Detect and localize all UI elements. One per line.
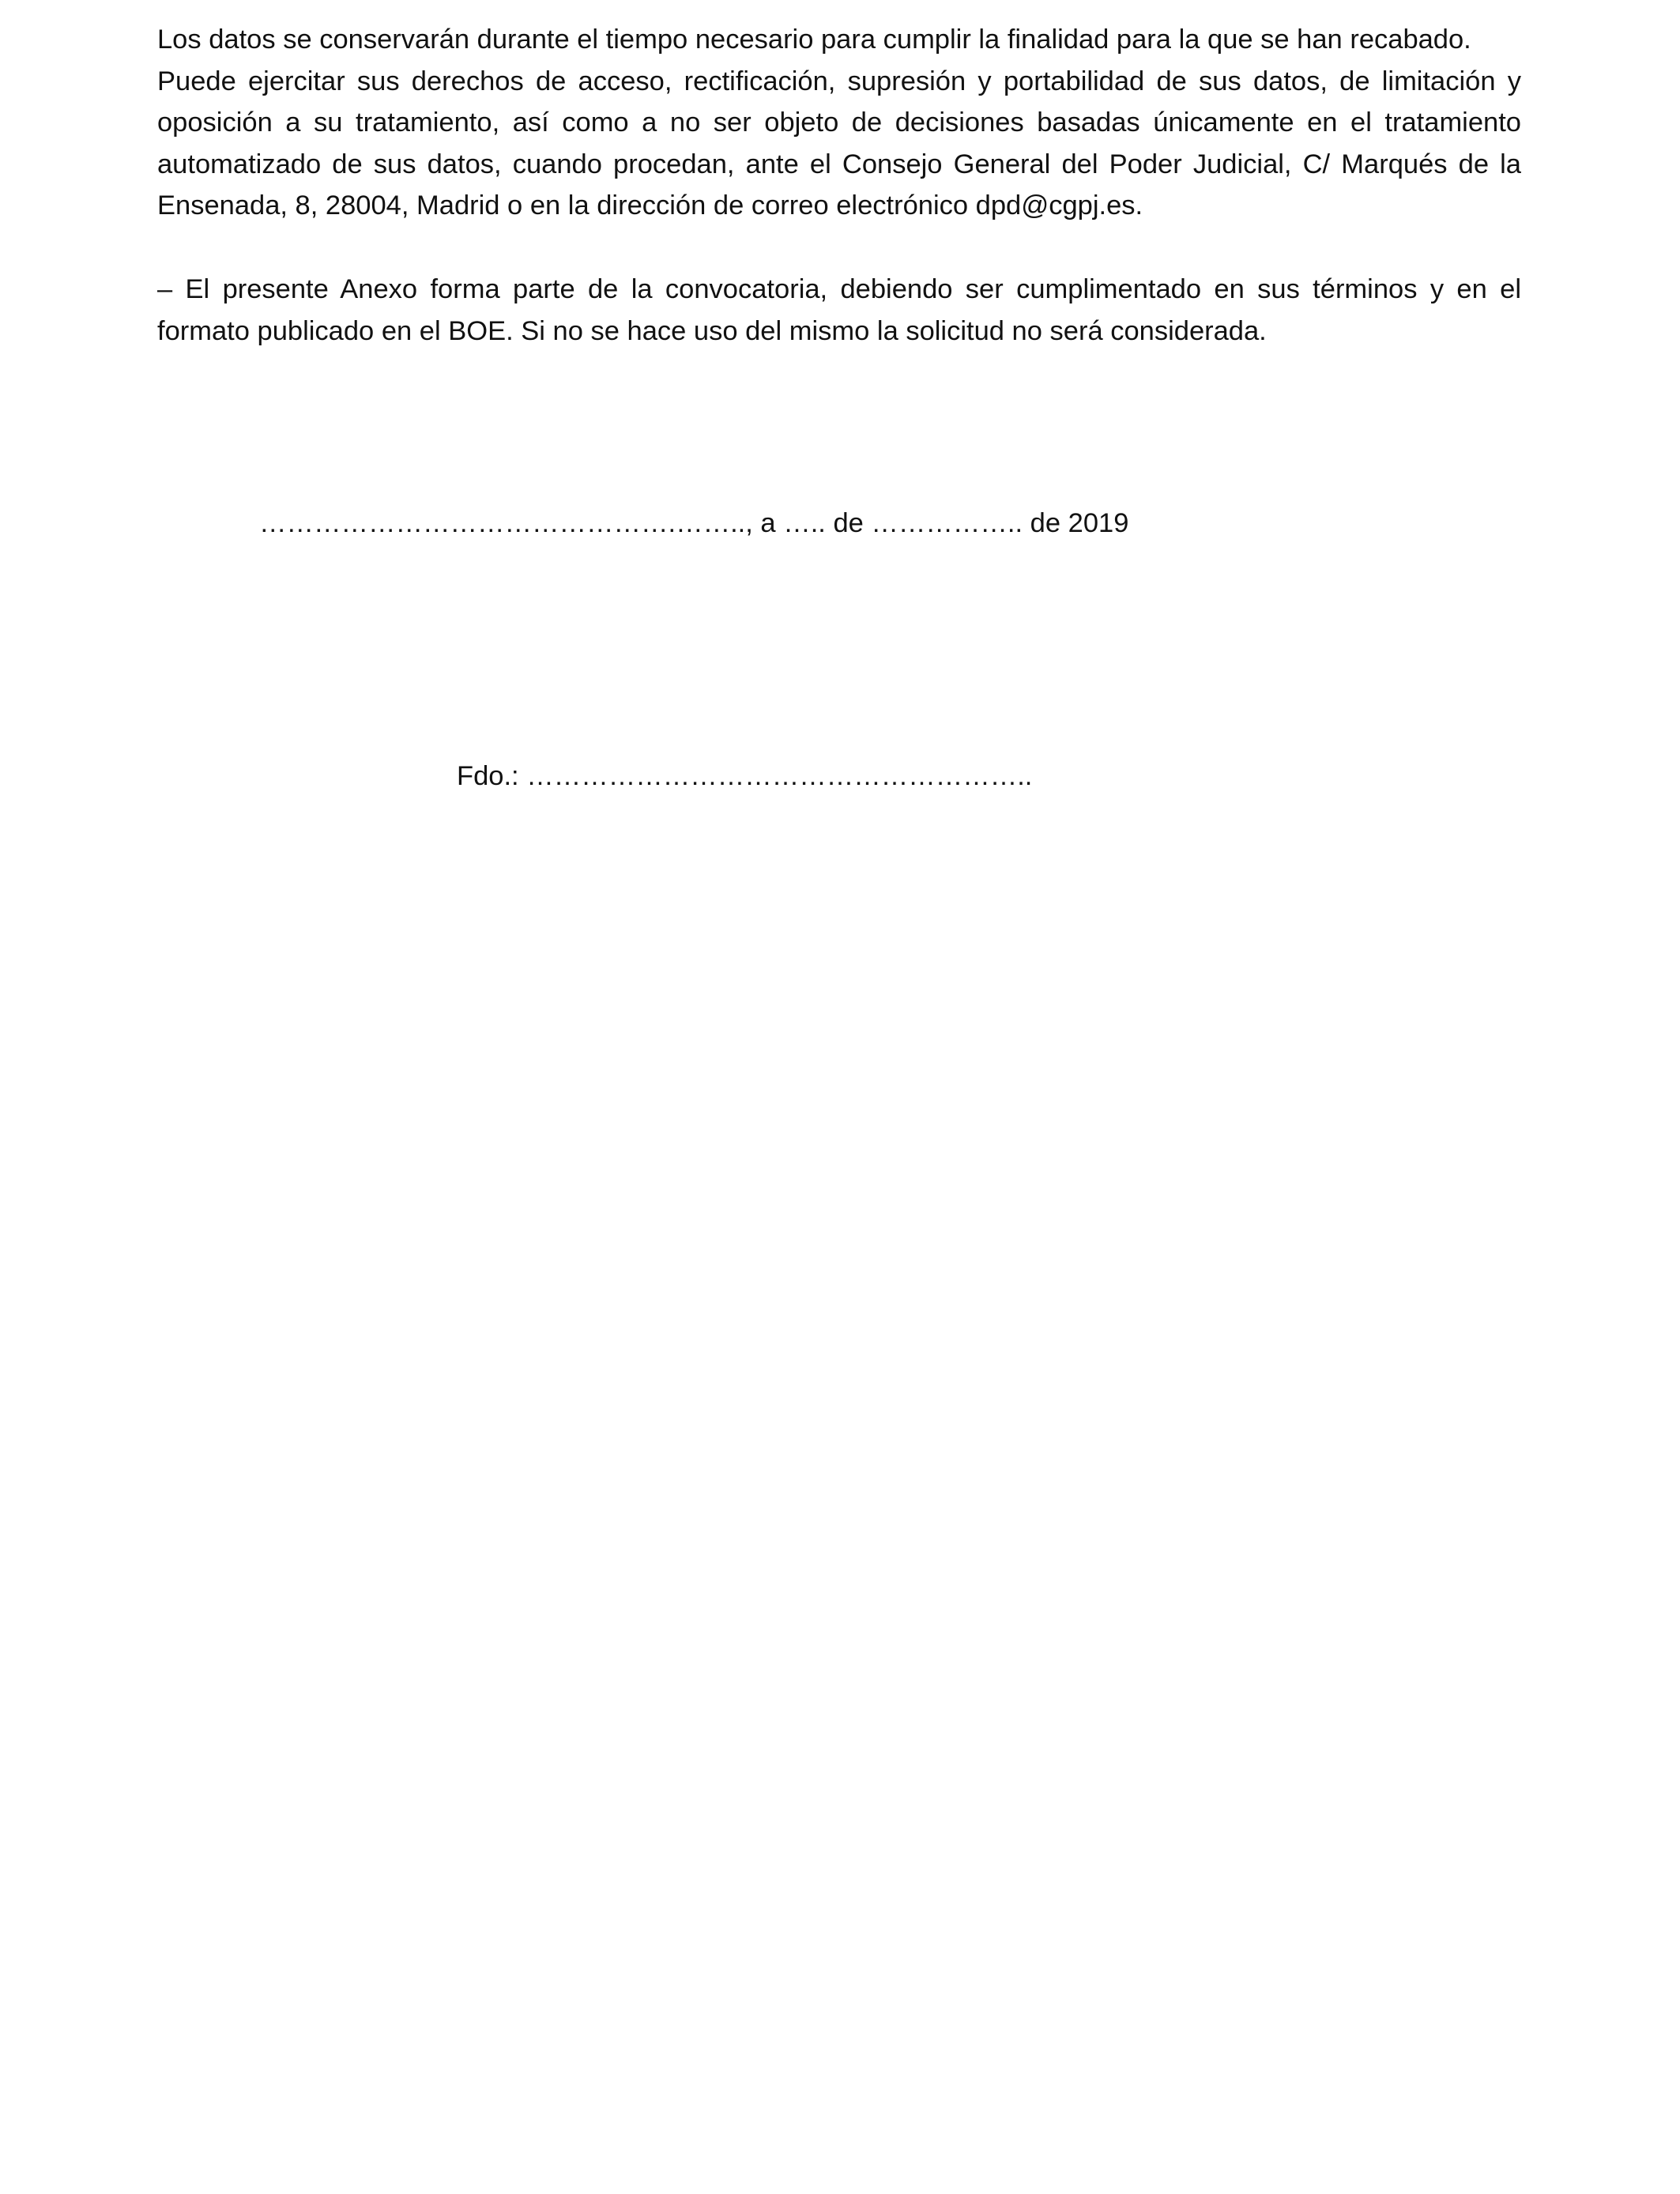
date-place-line: ……………………………………….…….., a ….. de …………….. de 2019 — [259, 508, 1129, 538]
annex-requirement-paragraph: – El presente Anexo forma parte de la convocatoria, debiendo ser cumplimentado en sus términos y en el formato publicado en el BOE. Si no se hace uso del mismo la solicitud no será considerada. — [157, 274, 1521, 346]
data-protection-paragraph — [157, 19, 1521, 227]
retention-sentence: Los datos se conservarán durante el tiempo necesario para cumplir la finalidad para la que se han recabado. — [157, 25, 1471, 55]
rights-exercise-text: Puede ejercitar sus derechos de acceso, rectificación, supresión y portabilidad de sus datos, de limitación y oposición a su tratamiento, así como a no ser objeto de decisiones basadas únicamente en el tratamiento automatizado de sus datos, cuando procedan, ante el Consejo General del Poder Judicial, C/ Marqués de la Ensenada, 8, 28004, Madrid o en la dirección de correo electrónico dpd@cgpj.es. — [157, 66, 1521, 221]
signature-line: Fdo.: ……………………………………………….. — [457, 761, 1033, 791]
